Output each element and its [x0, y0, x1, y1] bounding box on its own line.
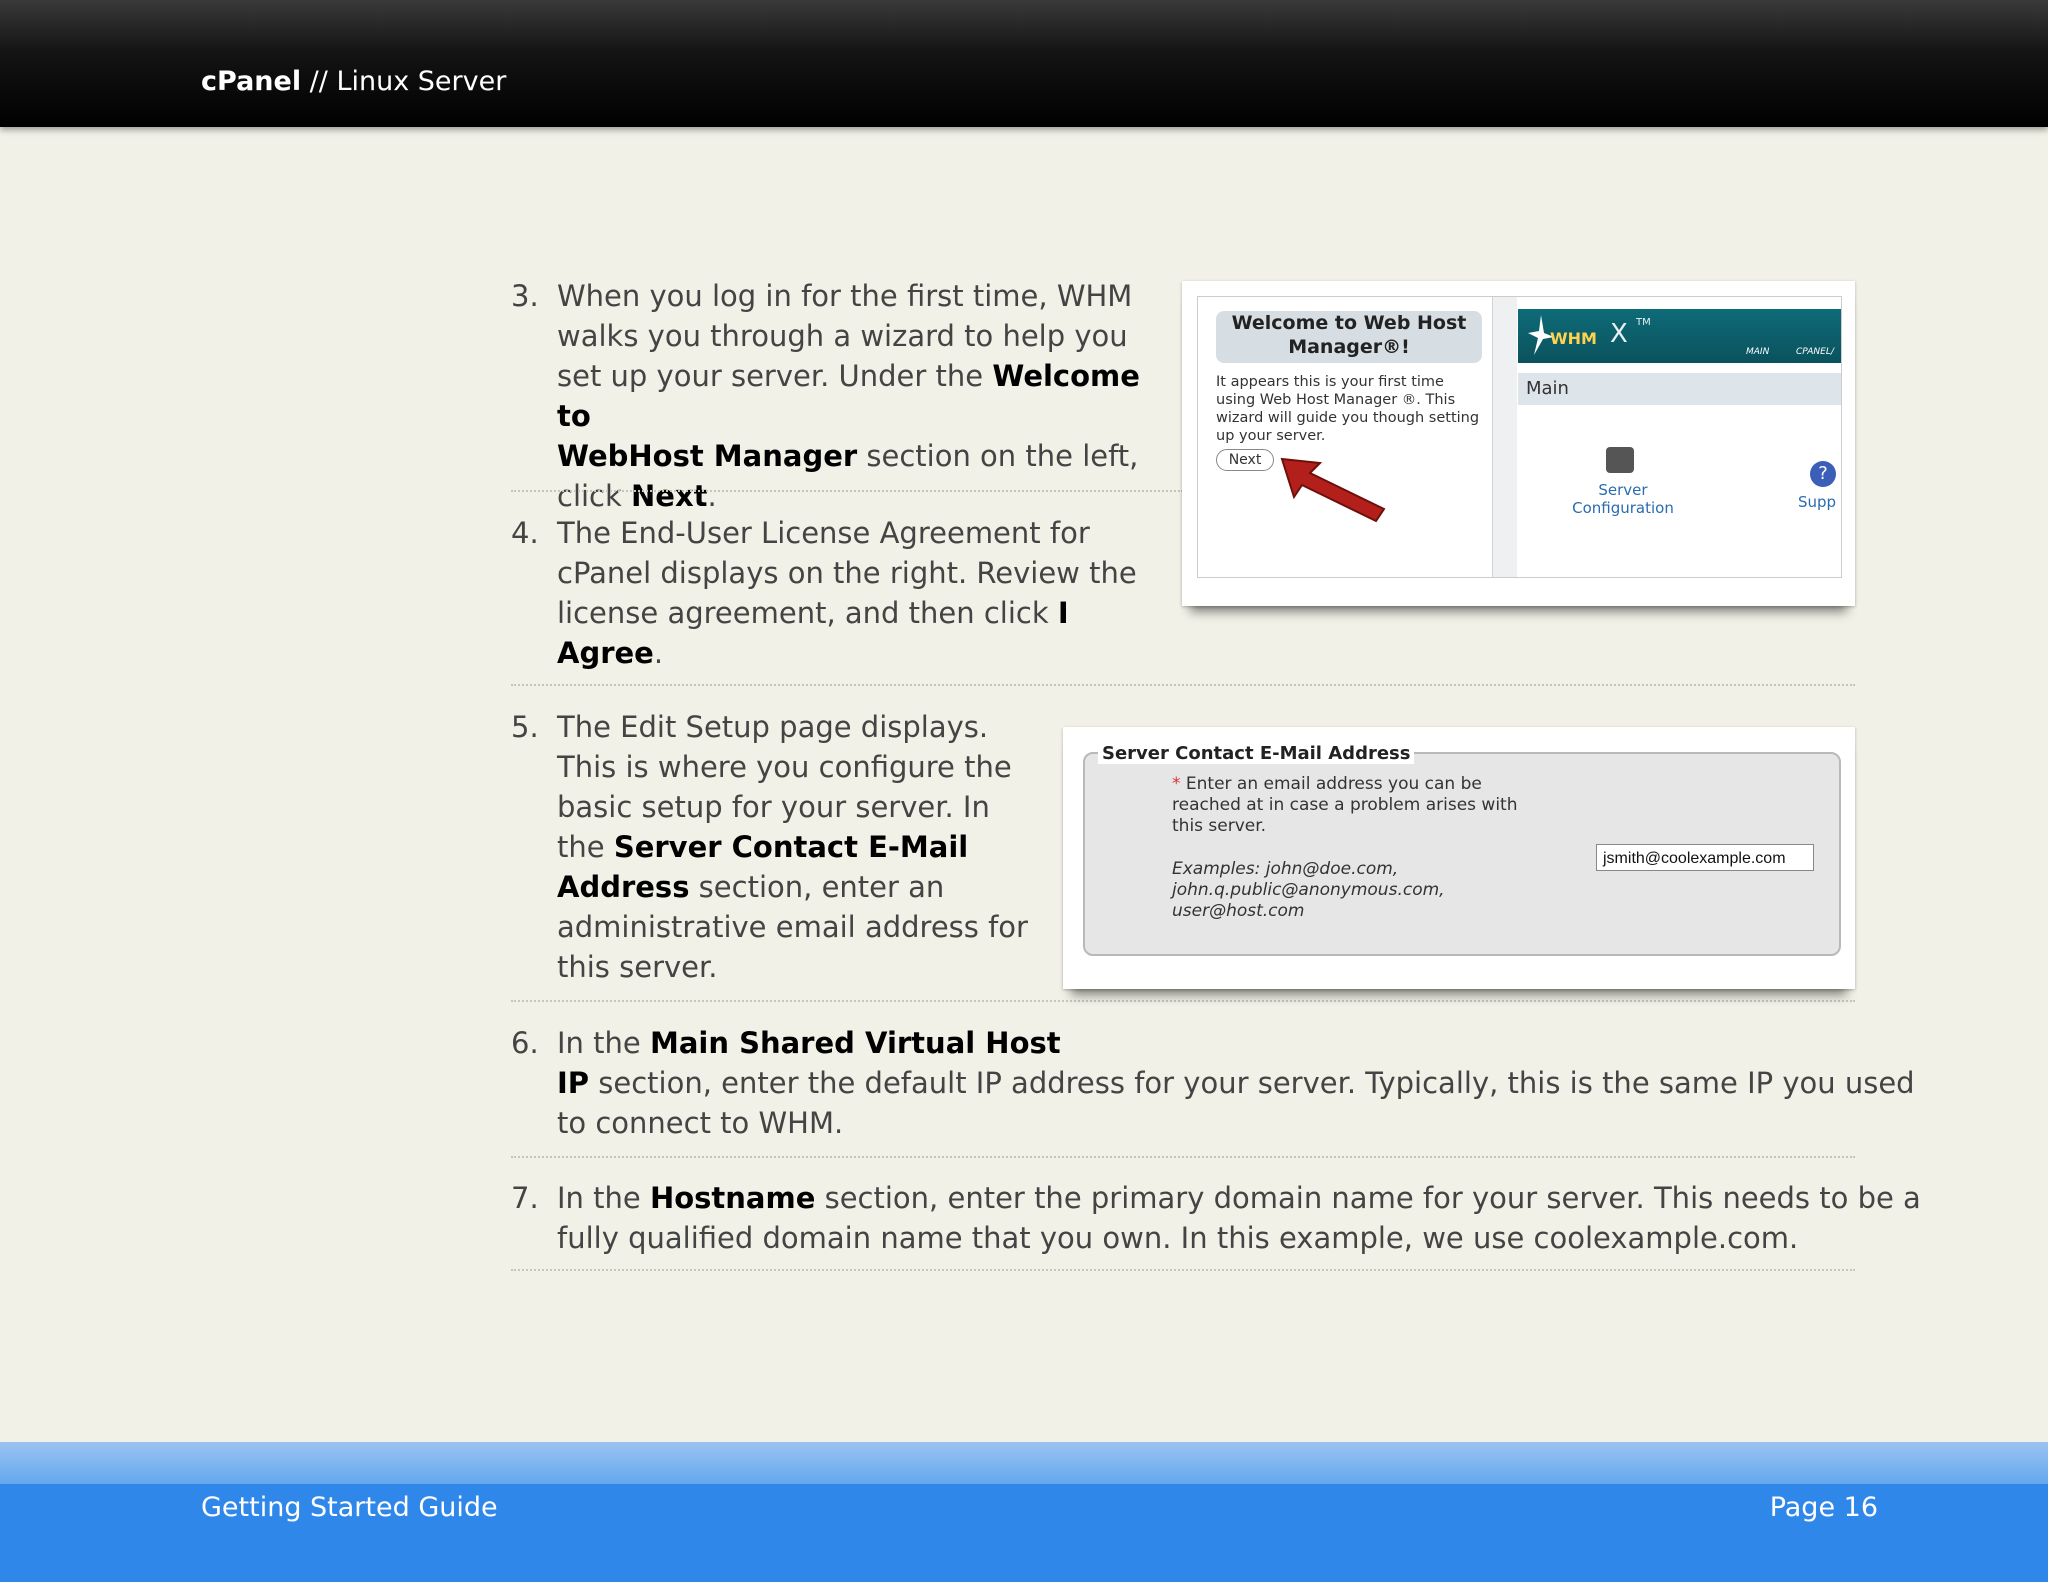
- whm-x-logo: X: [1610, 319, 1628, 349]
- text-run: section on the left,: [857, 439, 1139, 473]
- bold-term: Server Contact E-Mail: [613, 830, 969, 864]
- step-line: this server.: [557, 950, 718, 984]
- text-run: .: [707, 479, 717, 513]
- page-number: Page 16: [1769, 1492, 1878, 1523]
- step-number: 5.: [511, 710, 539, 744]
- step-line: administrative email address for: [557, 910, 1028, 944]
- header-separator: //: [301, 66, 337, 97]
- step-line: cPanel displays on the right. Review the: [557, 556, 1137, 590]
- next-button[interactable]: Next: [1216, 449, 1274, 471]
- step-line: fully qualified domain name that you own. In this example, we use coolexample.com.: [557, 1221, 1799, 1255]
- text-run: section, enter an: [689, 870, 945, 904]
- email-examples: Examples: john@doe.com, john.q.public@anonymous.com, user@host.com: [1172, 859, 1445, 921]
- divider: [511, 1000, 1855, 1002]
- support-link[interactable]: Supp: [1798, 493, 1837, 511]
- step-number: 7.: [511, 1181, 539, 1215]
- screenshot-content: [1197, 296, 1842, 578]
- step-line: When you log in for the first time, WHM: [557, 279, 1133, 313]
- bold-term: Next: [631, 479, 708, 513]
- whm-logo: WHM: [1550, 329, 1597, 348]
- step-line: [557, 593, 1137, 633]
- step-line: [557, 1178, 1921, 1218]
- text-run: .: [653, 636, 664, 670]
- step-text: [557, 276, 1151, 516]
- step-line: The End-User License Agreement for: [557, 516, 1090, 550]
- step-line: [557, 867, 1028, 907]
- text-run: click: [557, 479, 632, 513]
- bold-term: WebHost Manager: [557, 439, 858, 473]
- main-label: Main: [1526, 378, 1569, 399]
- divider: [511, 684, 1855, 686]
- step-number: 3.: [511, 279, 539, 313]
- step-text: [557, 1178, 1921, 1258]
- fieldset-legend: Server Contact E-Mail Address: [1098, 743, 1414, 764]
- text-run: set up your server. Under the: [557, 359, 993, 393]
- step-line: basic setup for your server. In: [557, 790, 990, 824]
- text-run: license agreement, and then click: [557, 596, 1058, 630]
- text-run: section, enter the primary domain name for your server. This needs to be a: [815, 1181, 1921, 1215]
- email-setup-screenshot: [1063, 727, 1855, 989]
- bold-term: Main Shared Virtual Host: [649, 1026, 1061, 1060]
- page-header: [0, 0, 2048, 127]
- bold-term: Hostname: [649, 1181, 816, 1215]
- step-7: [511, 1178, 1921, 1268]
- guide-title: Getting Started Guide: [201, 1492, 498, 1523]
- step-6: [511, 1023, 1915, 1153]
- product-name: Linux Server: [336, 66, 507, 97]
- step-line: [557, 827, 1028, 867]
- welcome-heading: Welcome to Web Host Manager®!: [1216, 311, 1482, 363]
- trademark: TM: [1636, 317, 1651, 328]
- text-run: section, enter the default IP address for your server. Typically, this is the same IP you used: [589, 1066, 1915, 1100]
- red-arrow-icon: [1280, 455, 1390, 525]
- nav-cpanel[interactable]: CPANEL/: [1796, 347, 1834, 357]
- step-text: [557, 1023, 1915, 1143]
- footer-band: [0, 1442, 2048, 1484]
- bold-term: Address: [557, 870, 690, 904]
- text-run: the: [557, 830, 614, 864]
- server-configuration-link[interactable]: Server Configuration: [1572, 481, 1674, 517]
- step-line: [557, 1023, 1855, 1063]
- header-title: [201, 66, 506, 97]
- brand-name: cPanel: [201, 66, 302, 97]
- step-line: [557, 356, 1151, 436]
- email-input[interactable]: jsmith@coolexample.com: [1596, 844, 1814, 871]
- whm-banner: [1518, 309, 1841, 363]
- step-line: This is where you configure the: [557, 750, 1012, 784]
- step-number: 4.: [511, 516, 539, 550]
- step-3: [511, 276, 1151, 513]
- text-run: In the: [557, 1181, 650, 1215]
- bold-term: IP: [557, 1066, 590, 1100]
- required-marker: *: [1172, 774, 1181, 794]
- nav-main[interactable]: MAIN: [1746, 347, 1770, 357]
- bold-term: I: [1057, 596, 1069, 630]
- welcome-description: It appears this is your first time using Web Host Manager ®. This wizard will guide you though setting up your server.: [1216, 374, 1480, 444]
- panel-divider: [1492, 297, 1517, 577]
- divider: [511, 1269, 1855, 1271]
- divider: [511, 1156, 1855, 1158]
- step-line: [557, 1063, 1915, 1103]
- step-line: walks you through a wizard to help you: [557, 319, 1128, 353]
- step-line: [557, 436, 1151, 476]
- step-text: [557, 707, 1028, 987]
- step-line: to connect to WHM.: [557, 1106, 844, 1140]
- page-footer: [0, 1484, 2048, 1582]
- text-run: In the: [557, 1026, 650, 1060]
- divider: [511, 490, 1183, 492]
- server-configuration-icon[interactable]: [1606, 447, 1634, 473]
- support-icon[interactable]: ?: [1810, 461, 1836, 487]
- main-section-bar: [1518, 373, 1841, 405]
- step-line: [557, 476, 1151, 516]
- step-text: [557, 513, 1137, 673]
- step-line: The Edit Setup page displays.: [557, 710, 989, 744]
- step-number: 6.: [511, 1026, 539, 1060]
- instruction-text: Enter an email address you can be reached at in case a problem arises with this server.: [1172, 774, 1518, 836]
- email-fieldset: [1083, 752, 1841, 956]
- step-line: [557, 633, 1137, 673]
- step-4: [511, 513, 1151, 683]
- welcome-wizard-screenshot: [1182, 281, 1855, 606]
- email-instructions: [1172, 774, 1532, 837]
- bold-term: Welcome to: [557, 359, 1140, 433]
- step-5: [511, 707, 1051, 997]
- bold-term: Agree: [557, 636, 654, 670]
